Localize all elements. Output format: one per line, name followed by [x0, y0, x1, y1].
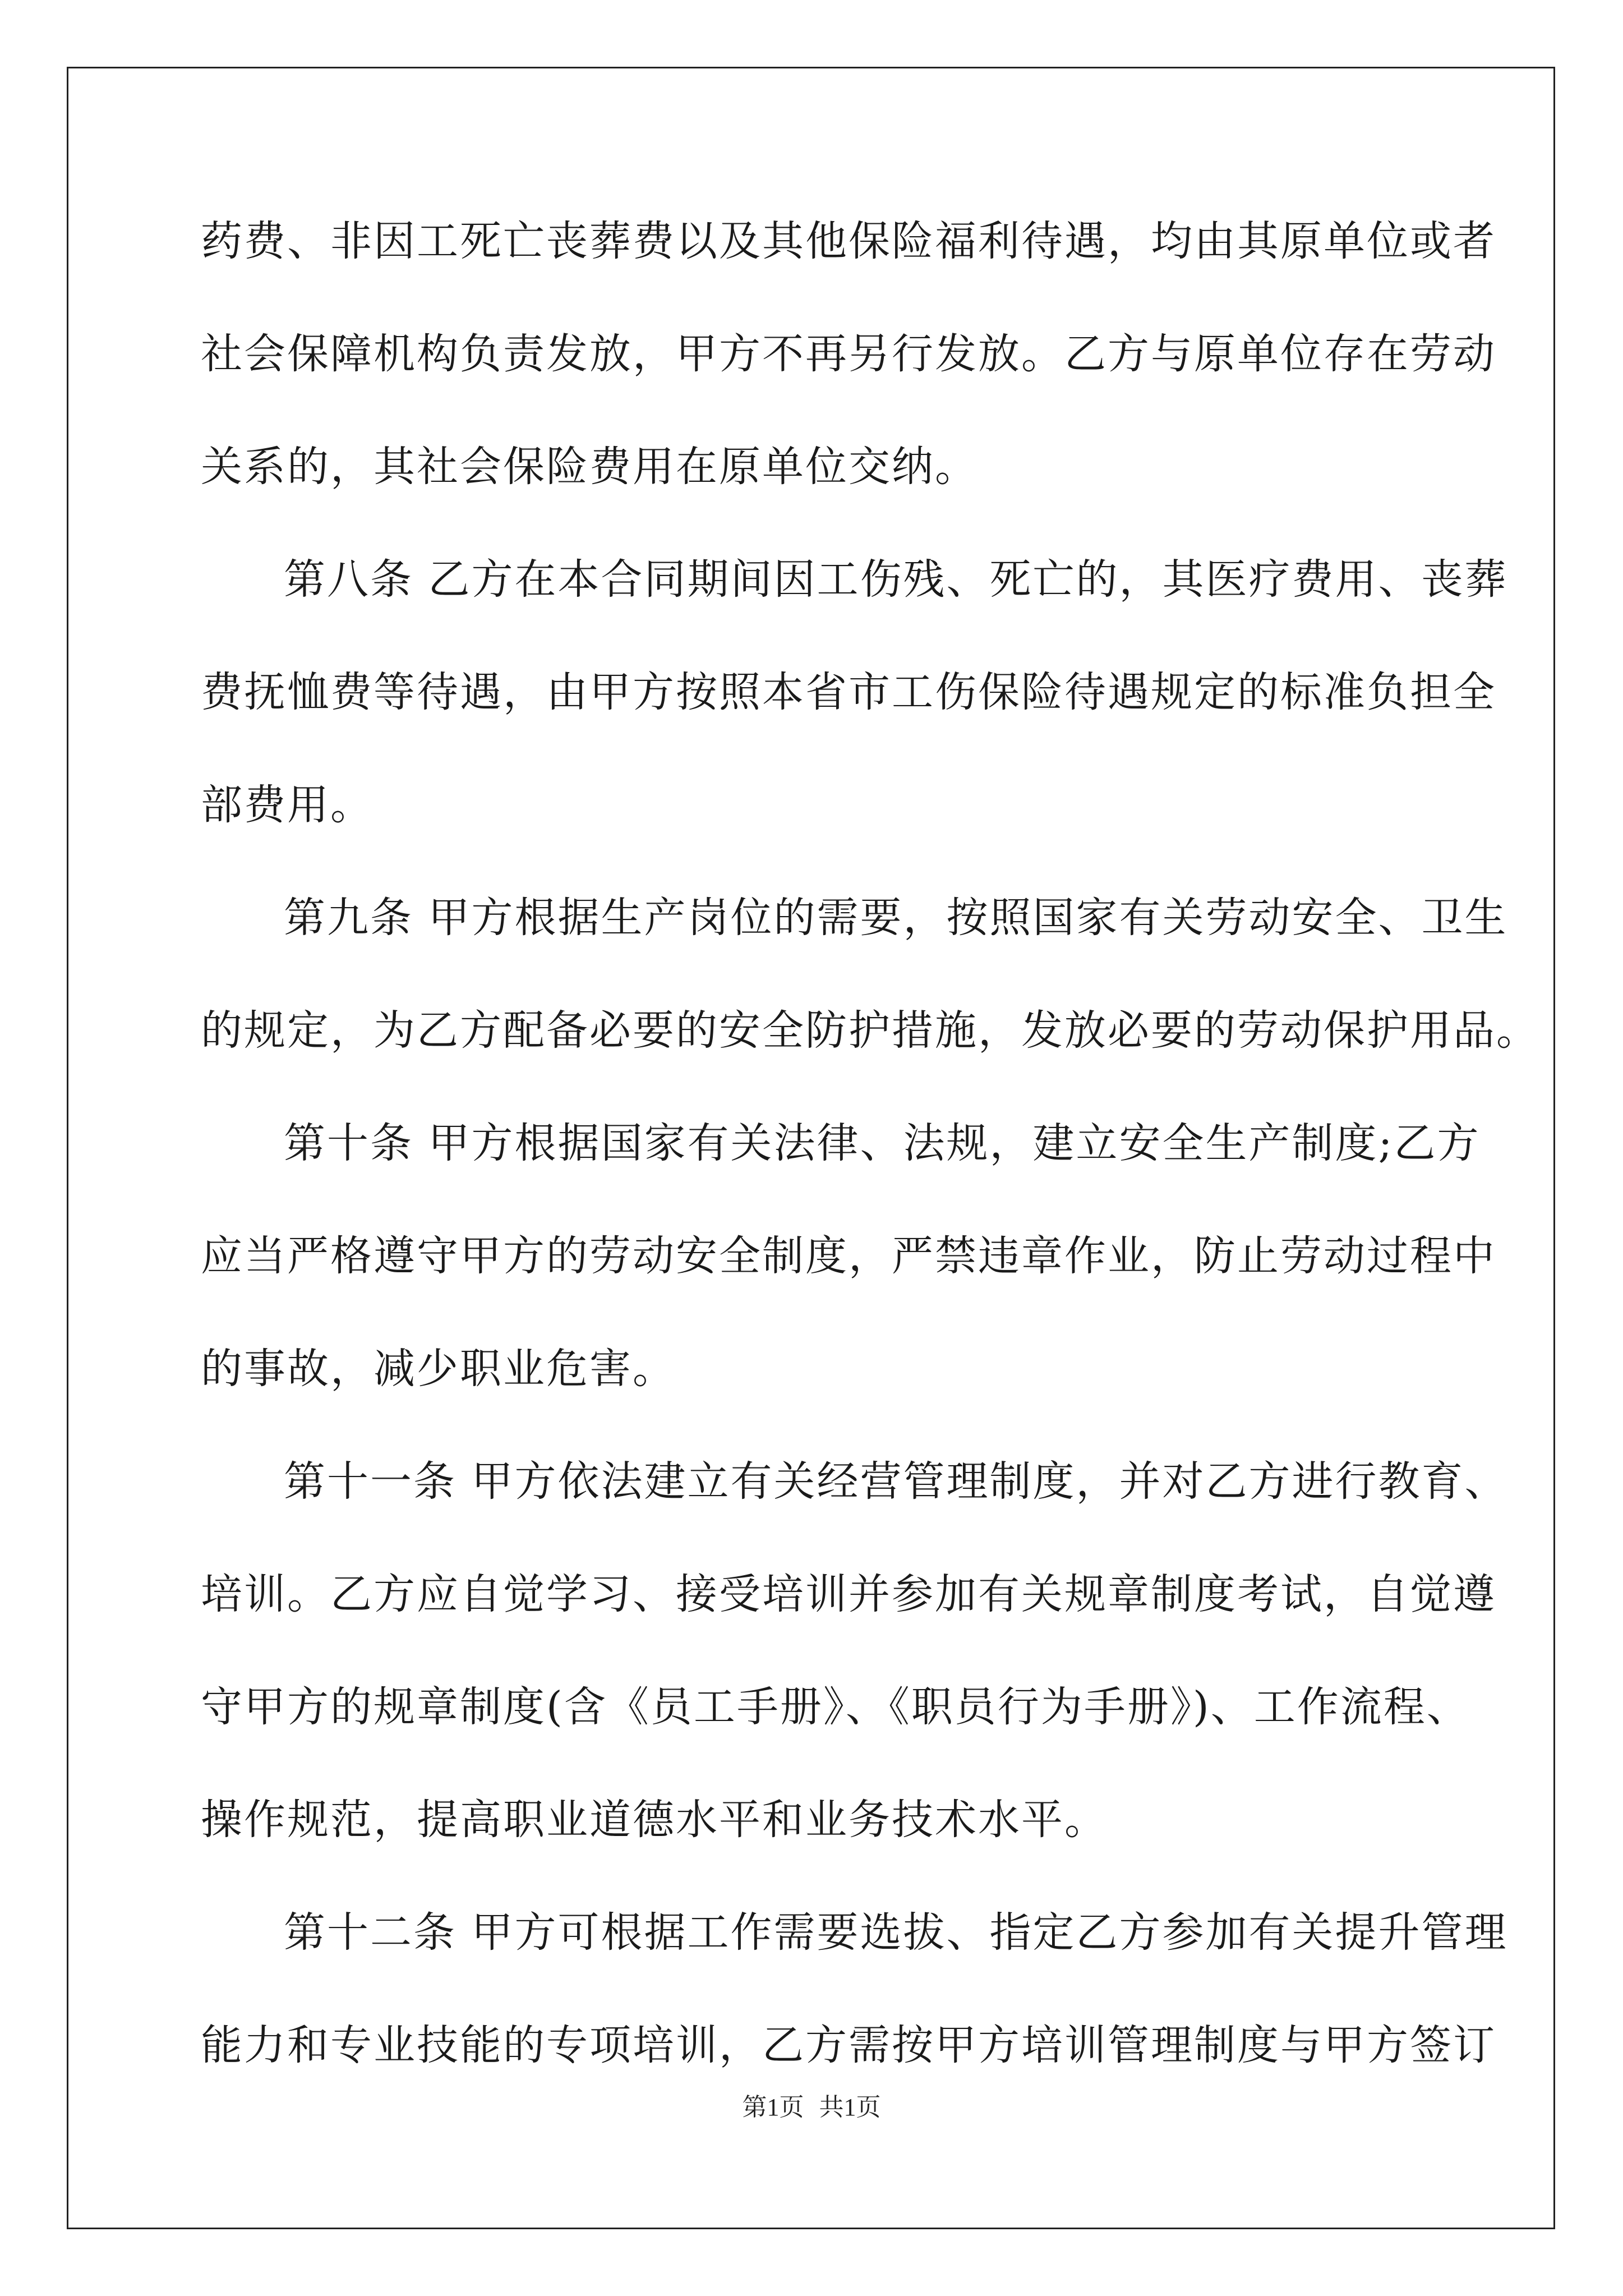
- text-line: 守甲方的规章制度(含《员工手册》、《职员行为手册》)、工作流程、: [201, 1683, 1470, 1731]
- text-line: 的事故，减少职业危害。: [201, 1345, 676, 1393]
- text-line: 操作规范，提高职业道德水平和业务技术水平。: [201, 1796, 1108, 1844]
- paragraph-start-article-8: 第八条 乙方在本合同期间因工伤残、死亡的，其医疗费用、丧葬: [284, 555, 1508, 604]
- paragraph-start-article-11: 第十一条 甲方依法建立有关经营管理制度，并对乙方进行教育、: [284, 1457, 1508, 1506]
- text-line: 药费、非因工死亡丧葬费以及其他保险福利待遇，均由其原单位或者: [201, 217, 1496, 265]
- text-line: 部费用。: [201, 781, 374, 829]
- text-line: 关系的，其社会保险费用在原单位交纳。: [201, 443, 978, 491]
- text-line: 社会保障机构负责发放，甲方不再另行发放。乙方与原单位存在劳动: [201, 330, 1496, 378]
- text-line: 的规定，为乙方配备必要的安全防护措施，发放必要的劳动保护用品。: [201, 1006, 1539, 1055]
- paragraph-start-article-9: 第九条 甲方根据生产岗位的需要，按照国家有关劳动安全、卫生: [284, 894, 1508, 942]
- text-line: 培训。乙方应自觉学习、接受培训并参加有关规章制度考试，自觉遵: [201, 1570, 1496, 1618]
- paragraph-start-article-10: 第十条 甲方根据国家有关法律、法规，建立安全生产制度;乙方: [284, 1119, 1481, 1167]
- paragraph-start-article-12: 第十二条 甲方可根据工作需要选拔、指定乙方参加有关提升管理: [284, 1908, 1508, 1957]
- page-number: 第1页: [742, 2093, 804, 2121]
- text-line: 能力和专业技能的专项培训，乙方需按甲方培训管理制度与甲方签订: [201, 2021, 1496, 2069]
- page-footer: [0, 2091, 1623, 2124]
- page-total: 共1页: [819, 2093, 881, 2121]
- text-line: 应当严格遵守甲方的劳动安全制度，严禁违章作业，防止劳动过程中: [201, 1232, 1496, 1280]
- text-line: 费抚恤费等待遇，由甲方按照本省市工伤保险待遇规定的标准负担全: [201, 668, 1496, 716]
